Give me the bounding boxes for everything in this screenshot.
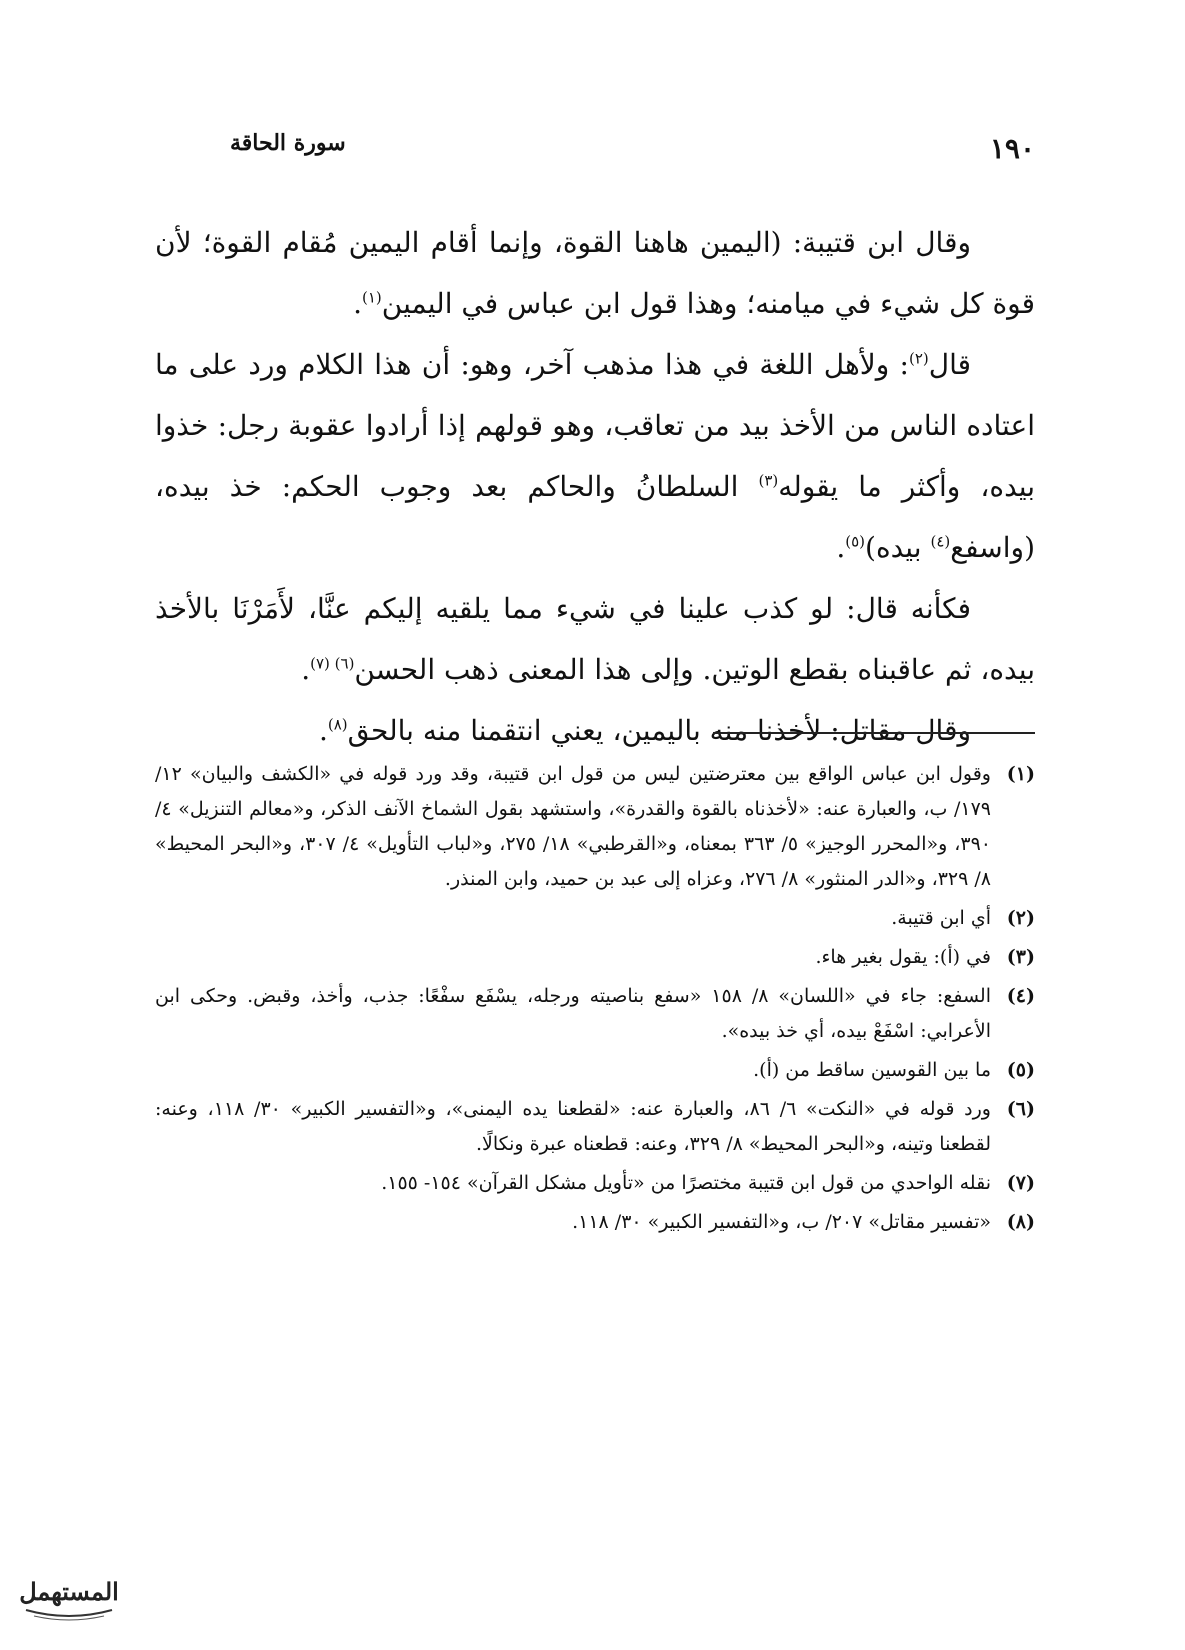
footnote-4	[155, 979, 1035, 1049]
text-segment: بيده)	[865, 531, 931, 564]
footnote-ref: (١)	[361, 288, 382, 307]
footnote-number: (٥)	[1006, 1059, 1035, 1081]
footnotes	[155, 757, 1035, 1244]
footnote-7	[155, 1166, 1035, 1201]
footnote-1	[155, 757, 1035, 897]
footnote-ref: (٣)	[758, 471, 779, 490]
text-segment: .	[836, 531, 846, 564]
footnote-number: (٧)	[1006, 1172, 1035, 1194]
footnote-ref: (٦) (٧)	[310, 654, 355, 673]
footnote-number: (٦)	[1006, 1098, 1035, 1120]
footnote-text: ما بين القوسين ساقط من (أ).	[753, 1059, 991, 1081]
paragraph-3	[155, 578, 1035, 700]
text-segment: السلطانُ والحاكم بعد وجوب الحكم: خذ بيده، (واسفع	[155, 470, 1035, 564]
footnote-8	[155, 1205, 1035, 1240]
footnote-6	[155, 1092, 1035, 1162]
footnote-2	[155, 901, 1035, 936]
footnote-number: (٨)	[1006, 1211, 1035, 1233]
footnote-number: (١)	[1006, 763, 1035, 785]
footnote-ref: (٥)	[845, 532, 866, 551]
footnote-number: (٤)	[1006, 985, 1035, 1007]
paragraph-2	[155, 334, 1035, 578]
publisher-logo-icon	[14, 1560, 124, 1628]
text-segment: فكأنه قال: لو كذب علينا في شيء مما يلقيه إليكم عنَّا، لأَمَرْنَا بالأخذ بيده، ثم عاقبناه بقطع الوتين. وإلى هذا المعنى ذهب الحسن	[155, 592, 1035, 686]
footnote-ref: (٤)	[930, 532, 951, 551]
footnote-ref: (٨)	[327, 715, 348, 734]
footnote-text: وقول ابن عباس الواقع بين معترضتين ليس من قول ابن قتيبة، وقد ورد قوله في «الكشف والبيان» ١٢/ ١٧٩/ ب، والعبارة عنه: «لأخذناه بالقوة والقدرة»، واستشهد بقول الشماخ الآنف الذكر، و«معالم التنزيل» ٤/ ٣٩٠، و«المحرر الوجيز» ٥/ ٣٦٣ بمعناه، و«القرطبي» ١٨/ ٢٧٥، و«لباب التأويل» ٤/ ٣٠٧، و«البحر المحيط» ٨/ ٣٢٩، و«الدر المنثور» ٨/ ٢٧٦، وعزاه إلى عبد بن حميد، وابن المنذر.	[155, 763, 991, 890]
footnote-text: في (أ): يقول بغير هاء.	[815, 946, 991, 968]
footnote-number: (٣)	[1006, 946, 1035, 968]
footnote-text: أي ابن قتيبة.	[891, 907, 991, 929]
paragraph-1	[155, 212, 1035, 334]
footnote-text: ورد قوله في «النكت» ٦/ ٨٦، والعبارة عنه: «لقطعنا يده اليمنى»، و«التفسير الكبير» ٣٠/ ١١٨، وعنه: لقطعنا وتينه، و«البحر المحيط» ٨/ ٣٢٩، وعنه: قطعناه عبرة ونكالًا.	[155, 1098, 991, 1155]
text-segment: .	[318, 714, 328, 747]
page-number: ١٩٠	[989, 132, 1035, 165]
footnote-3	[155, 940, 1035, 975]
footnote-text: «تفسير مقاتل» ٢٠٧/ ب، و«التفسير الكبير» ٣٠/ ١١٨.	[572, 1211, 991, 1233]
text-segment: وقال ابن قتيبة: (اليمين هاهنا القوة، وإنما أقام اليمين مُقام القوة؛ لأن قوة كل شيء في ميامنه؛ وهذا قول ابن عباس في اليمين	[155, 226, 1035, 320]
footnote-separator	[713, 732, 1035, 734]
paragraph-4	[155, 700, 1035, 761]
footnote-text: نقله الواحدي من قول ابن قتيبة مختصرًا من «تأويل مشكل القرآن» ١٥٤- ١٥٥.	[381, 1172, 991, 1194]
footnote-5	[155, 1053, 1035, 1088]
footnote-number: (٢)	[1006, 907, 1035, 929]
logo-text: المستهمل	[19, 1577, 119, 1606]
text-segment: : ولأهل اللغة في هذا مذهب آخر، وهو: أن هذا الكلام ورد على ما اعتاده الناس من الأخذ بيد من تعاقب، وهو قولهم إذا أرادوا عقوبة رجل: خذوا بيده، وأكثر ما يقوله	[155, 348, 1036, 503]
text-segment: .	[301, 653, 311, 686]
text-segment: وقال مقاتل: لأخذنا منه باليمين، يعني انتقمنا منه بالحق	[347, 714, 971, 747]
running-header	[150, 122, 1035, 172]
text-segment: قال	[928, 348, 971, 381]
surah-title: سورة الحاقة	[230, 130, 346, 156]
footnote-text: السفع: جاء في «اللسان» ٨/ ١٥٨ «سفع بناصيته ورجله، يسْفَع سفْعًا: جذب، وأخذ، وقبض. وحكى ابن الأعرابي: اسْفَعْ بيده، أي خذ بيده».	[155, 985, 991, 1042]
main-text	[155, 212, 1035, 761]
text-segment: .	[353, 287, 362, 320]
footnote-ref: (٢)	[908, 349, 929, 368]
